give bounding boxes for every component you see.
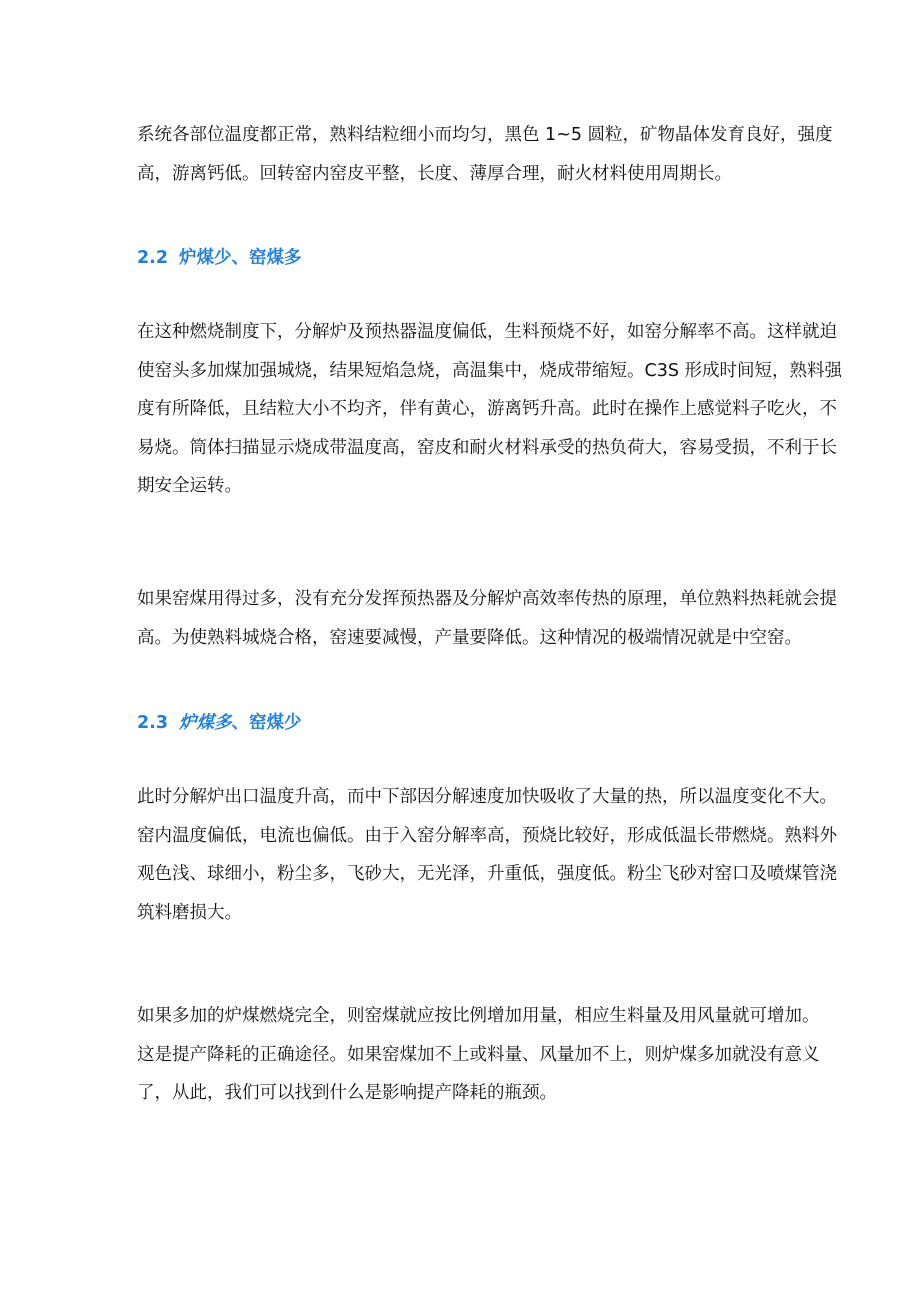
paragraph-line: 如果多加的炉煤燃烧完全，则窑煤就应按比例增加用量，相应生料量及用风量就可增加。 (137, 1006, 820, 1026)
paragraph-5 (137, 997, 887, 1113)
section-title-emphasis: 炉煤多 (179, 713, 232, 733)
section-heading-2-3 (137, 711, 302, 735)
paragraph-3 (137, 580, 887, 657)
paragraph-line: 度有所降低，且结粒大小不均齐，伴有黄心，游离钙升高。此时在操作上感觉料子吃火，不 (137, 399, 837, 420)
section-title: 、窑煤少 (231, 713, 302, 733)
paragraph-line: 高，游离钙低。回转窑内窑皮平整，长度、薄厚合理，耐火材料使用周期长。 (137, 163, 732, 184)
paragraph-1 (137, 116, 887, 193)
paragraph-line: 这是提产降耗的正确途径。如果窑煤加不上或料量、风量加不上，则炉煤多加就没有意义 (137, 1044, 820, 1065)
paragraph-line: 筑料磨损大。 (137, 902, 242, 923)
section-number: 2.3 (137, 713, 169, 733)
section-title: 炉煤少、窑煤多 (179, 248, 302, 268)
paragraph-line: 在这种燃烧制度下，分解炉及预热器温度偏低，生料预烧不好，如窑分解率不高。这样就迫 (137, 322, 837, 342)
paragraph-4 (137, 778, 887, 932)
paragraph-line: 如果窑煤用得过多，没有充分发挥预热器及分解炉高效率传热的原理，单位熟料热耗就会提 (137, 589, 837, 609)
paragraph-line: 易烧。筒体扫描显示烧成带温度高，窑皮和耐火材料承受的热负荷大，容易受损，不利于长 (137, 437, 837, 458)
paragraph-2 (137, 313, 887, 506)
paragraph-line: 此时分解炉出口温度升高，而中下部因分解速度加快吸收了大量的热，所以温度变化不大。 (137, 787, 837, 807)
paragraph-line: 观色浅、球细小，粉尘多，飞砂大，无光泽，升重低，强度低。粉尘飞砂对窑口及喷煤管浇 (137, 864, 837, 885)
paragraph-line: 了，从此，我们可以找到什么是影响提产降耗的瓶颈。 (137, 1083, 557, 1104)
section-number: 2.2 (137, 248, 169, 268)
paragraph-line: 窑内温度偏低，电流也偏低。由于入窑分解率高，预烧比较好，形成低温长带燃烧。熟料外 (137, 825, 837, 846)
paragraph-line: 高。为使熟料城烧合格，窑速要减慢，产量要降低。这种情况的极端情况就是中空窑。 (137, 627, 802, 648)
paragraph-line: 系统各部位温度都正常，熟料结粒细小而均匀，黑色 1~5 圆粒，矿物晶体发育良好，强度 (137, 125, 833, 145)
paragraph-line: 使窑头多加煤加强城烧，结果短焰急烧，高温集中，烧成带缩短。C3S 形成时间短，熟料强 (137, 360, 843, 381)
section-heading-2-2 (137, 246, 302, 270)
paragraph-line: 期安全运转。 (137, 476, 242, 497)
